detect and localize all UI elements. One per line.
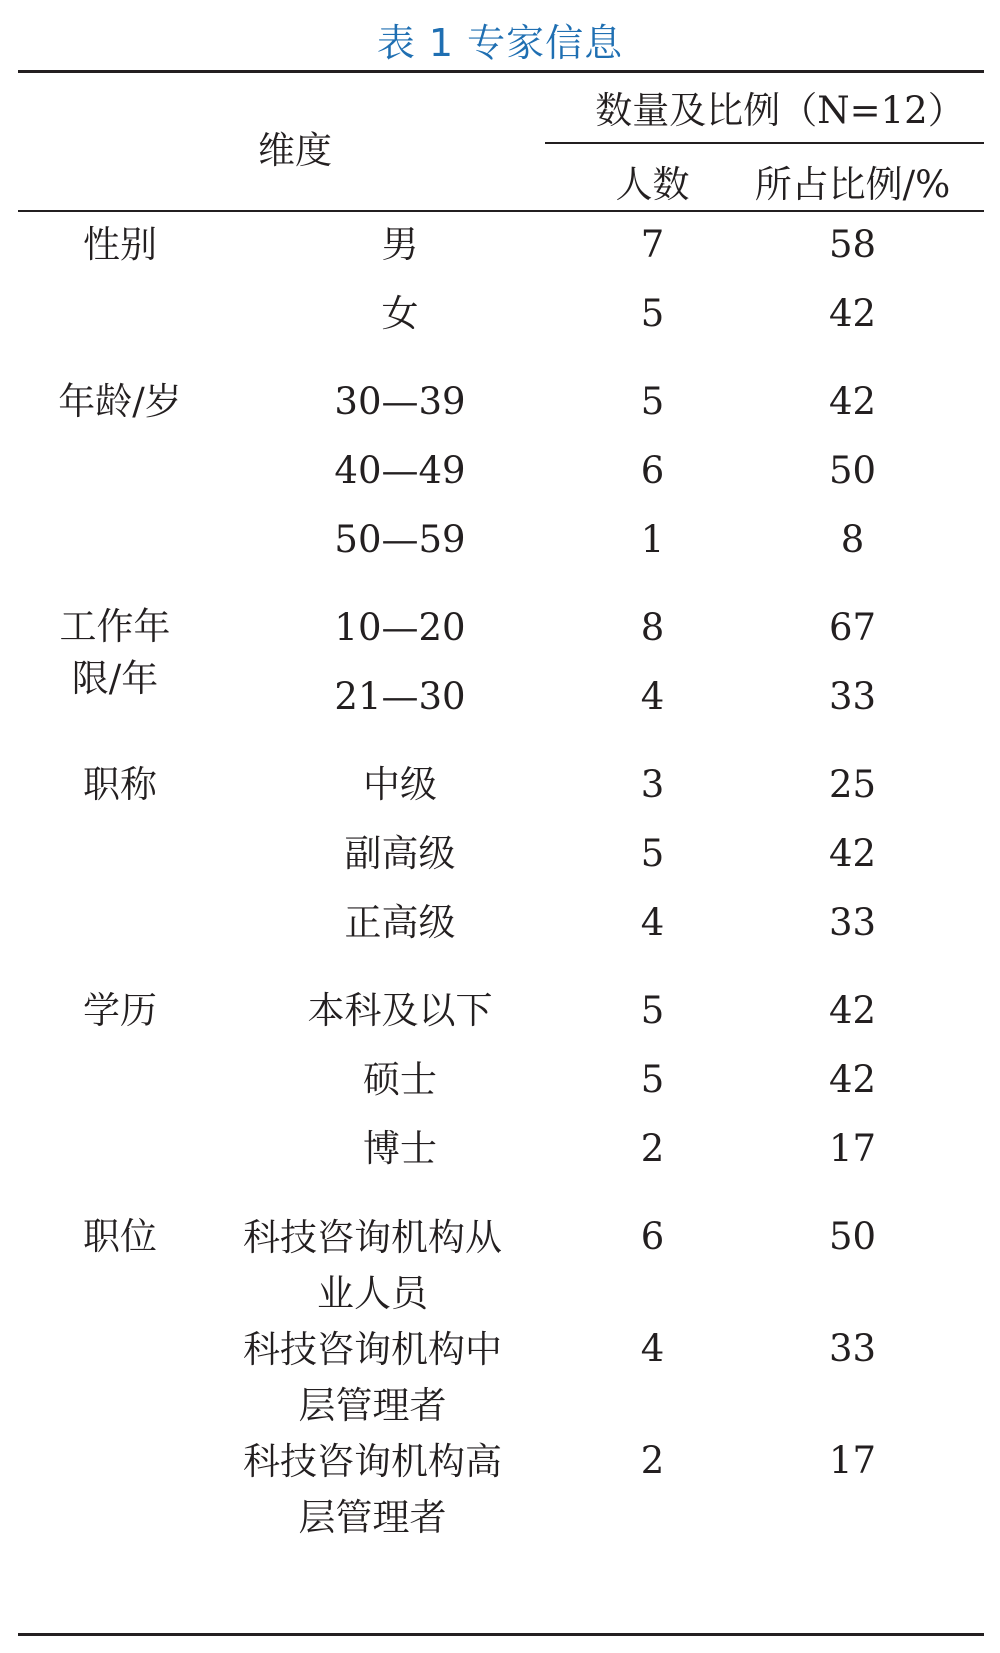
row-subcategory: 女 (381, 292, 419, 335)
row-subcategory: 40—49 (334, 449, 466, 492)
row-count: 6 (640, 1215, 665, 1258)
row-count: 7 (640, 223, 665, 266)
row-percent: 33 (828, 675, 877, 718)
header-count-and-ratio: 数量及比例（N=12） (595, 89, 965, 132)
row-count: 4 (640, 901, 665, 944)
row-count: 5 (640, 292, 665, 335)
row-count: 2 (640, 1127, 665, 1170)
row-category: 职位 (83, 1215, 157, 1258)
table-title: 表 1 专家信息 (376, 21, 624, 65)
row-percent: 17 (828, 1127, 877, 1170)
row-subcategory: 博士 (363, 1127, 437, 1170)
row-percent: 50 (828, 449, 877, 492)
row-percent: 17 (828, 1439, 877, 1482)
row-subcategory: 中级 (363, 763, 437, 806)
row-subcategory: 副高级 (344, 832, 456, 875)
row-category: 职称 (83, 763, 157, 806)
row-percent: 25 (828, 763, 877, 806)
row-percent: 58 (828, 223, 877, 266)
row-percent: 50 (828, 1215, 877, 1258)
row-subcategory: 50—59 (334, 518, 466, 561)
row-percent: 33 (828, 1327, 877, 1370)
row-count: 3 (640, 763, 665, 806)
header-count: 人数 (615, 163, 690, 206)
row-count: 4 (640, 675, 665, 718)
row-count: 1 (640, 518, 665, 561)
header-group-rule (545, 142, 984, 144)
row-count: 4 (640, 1327, 665, 1370)
row-category: 学历 (83, 989, 157, 1032)
row-subcategory: 男 (381, 223, 419, 266)
row-count: 5 (640, 832, 665, 875)
row-subcategory: 30—39 (334, 380, 466, 423)
row-count: 8 (640, 606, 665, 649)
row-subcategory: 科技咨询机构中层管理者 (243, 1328, 502, 1427)
row-subcategory: 硕士 (363, 1058, 437, 1101)
row-percent: 42 (828, 292, 877, 335)
row-category: 工作年限/年 (59, 605, 171, 700)
header-dimension: 维度 (258, 129, 332, 172)
row-count: 6 (640, 449, 665, 492)
row-percent: 42 (828, 832, 877, 875)
row-subcategory: 正高级 (344, 901, 456, 944)
row-subcategory: 科技咨询机构高层管理者 (243, 1440, 502, 1539)
row-percent: 67 (828, 606, 877, 649)
row-percent: 42 (828, 1058, 877, 1101)
row-percent: 33 (828, 901, 877, 944)
row-subcategory: 本科及以下 (307, 989, 493, 1032)
row-subcategory: 10—20 (334, 606, 466, 649)
row-subcategory: 21—30 (334, 675, 466, 718)
row-subcategory: 科技咨询机构从业人员 (243, 1216, 502, 1315)
row-count: 5 (640, 1058, 665, 1101)
bottom-rule (18, 1633, 984, 1636)
row-category: 性别 (83, 223, 157, 266)
row-percent: 8 (840, 518, 865, 561)
top-rule (18, 70, 984, 73)
row-count: 5 (640, 989, 665, 1032)
row-category: 年龄/岁 (58, 380, 182, 423)
row-count: 2 (640, 1439, 665, 1482)
row-percent: 42 (828, 380, 877, 423)
row-count: 5 (640, 380, 665, 423)
row-percent: 42 (828, 989, 877, 1032)
header-percent: 所占比例/% (754, 163, 951, 206)
